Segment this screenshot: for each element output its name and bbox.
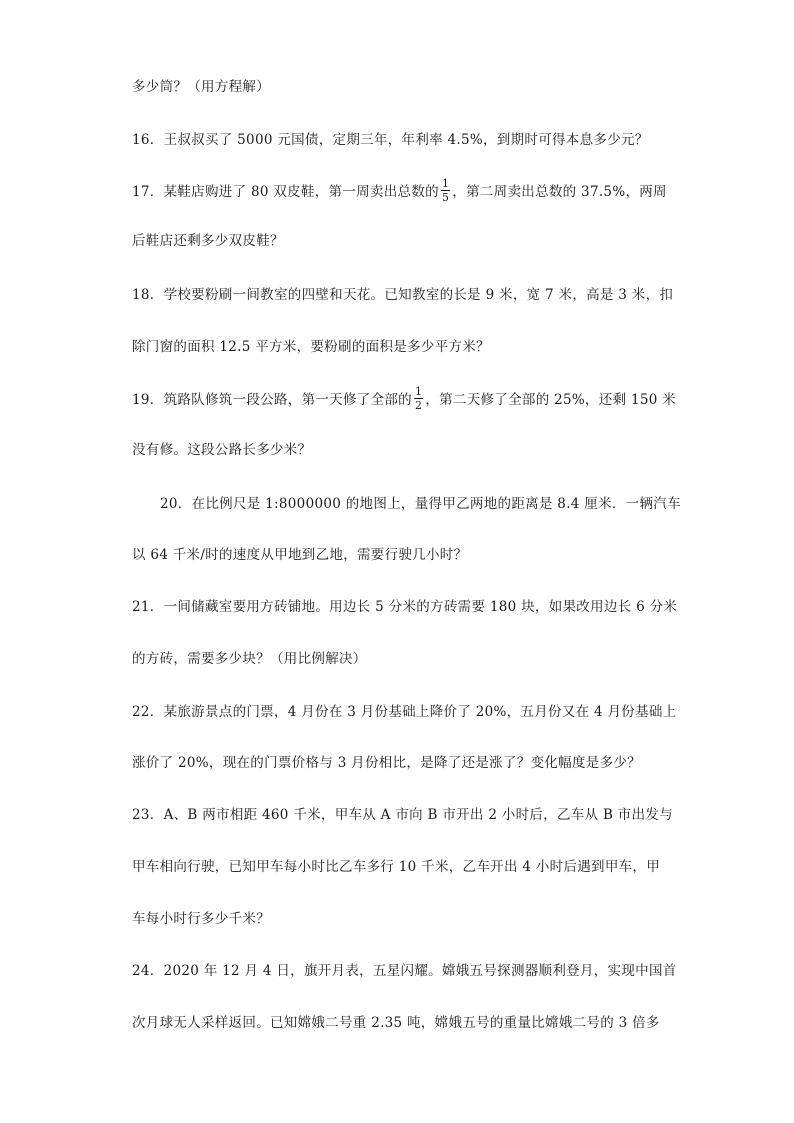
problem-19-line-1 [132,385,677,413]
problem-20-line-1: 20．在比例尺是 1:8000000 的地图上，量得甲乙两地的距离是 8.4 厘米．一辆汽车 [160,496,681,512]
problem-22-line-2: 涨价了 20%，现在的门票价格与 3 月份相比，是降了还是涨了？变化幅度是多少？ [132,755,641,771]
problem-17-text-a: 17．某鞋店购进了 80 双皮鞋，第一周卖出总数的 [132,184,439,200]
fraction-numerator: 1 [441,177,450,190]
fraction-denominator: 5 [441,191,450,204]
problem-19-text-a: 19．筑路队修筑一段公路，第一天修了全部的 [132,392,412,408]
fraction-one-half [414,386,423,411]
problem-17-line-2: 后鞋店还剩多少双皮鞋？ [132,233,284,249]
problem-20-line-2: 以 64 千米/时的速度从甲地到乙地，需要行驶几小时？ [132,547,468,563]
problem-24-line-2: 次月球无人采样返回。已知嫦娥二号重 2.35 吨，嫦娥五号的重量比嫦娥二号的 3 倍多 [132,1015,660,1031]
problem-15-tail: 多少筒？（用方程解） [132,79,270,95]
fraction-denominator: 2 [414,399,423,412]
problem-17-text-b: ，第二周卖出总数的 37.5%，两周 [452,184,667,200]
problem-23-line-1: 23．A、B 两市相距 460 千米，甲车从 A 市向 B 市开出 2 小时后，乙车从 B 市出发与 [132,807,673,823]
problem-23-line-2: 甲车相向行驶，已知甲车每小时比乙车多行 10 千米，乙车开出 4 小时后遇到甲车，甲 [132,859,661,875]
problem-21-line-2: 的方砖，需要多少块？（用比例解决） [132,651,367,667]
fraction-one-fifth [441,178,450,203]
problem-19-line-2: 没有修。这段公路长多少米？ [132,442,312,458]
fraction-numerator: 1 [414,385,423,398]
problem-19-text-b: ，第二天修了全部的 25%，还剩 150 米 [425,392,677,408]
problem-18-line-2: 除门窗的面积 12.5 平方米，要粉刷的面积是多少平方米？ [132,339,490,355]
problem-22-line-1: 22．某旅游景点的门票，4 月份在 3 月份基础上降价了 20%，五月份又在 4 月份基础上 [132,704,677,720]
problem-23-line-3: 车每小时行多少千米？ [132,911,270,927]
problem-18-line-1: 18．学校要粉刷一间教室的四壁和天花。已知教室的长是 9 米，宽 7 米，高是 3 米，扣 [132,287,674,303]
problem-17-line-1 [132,177,667,205]
problem-24-line-1: 24．2020 年 12 月 4 日，旗开月表，五星闪耀。嫦娥五号探测器顺利登月，实现中国首 [132,963,677,979]
problem-21-line-1: 21．一间储藏室要用方砖铺地。用边长 5 分米的方砖需要 180 块，如果改用边长 6 分米 [132,599,678,615]
problem-16: 16．王叔叔买了 5000 元国债，定期三年，年利率 4.5%，到期时可得本息多少元？ [132,132,649,148]
